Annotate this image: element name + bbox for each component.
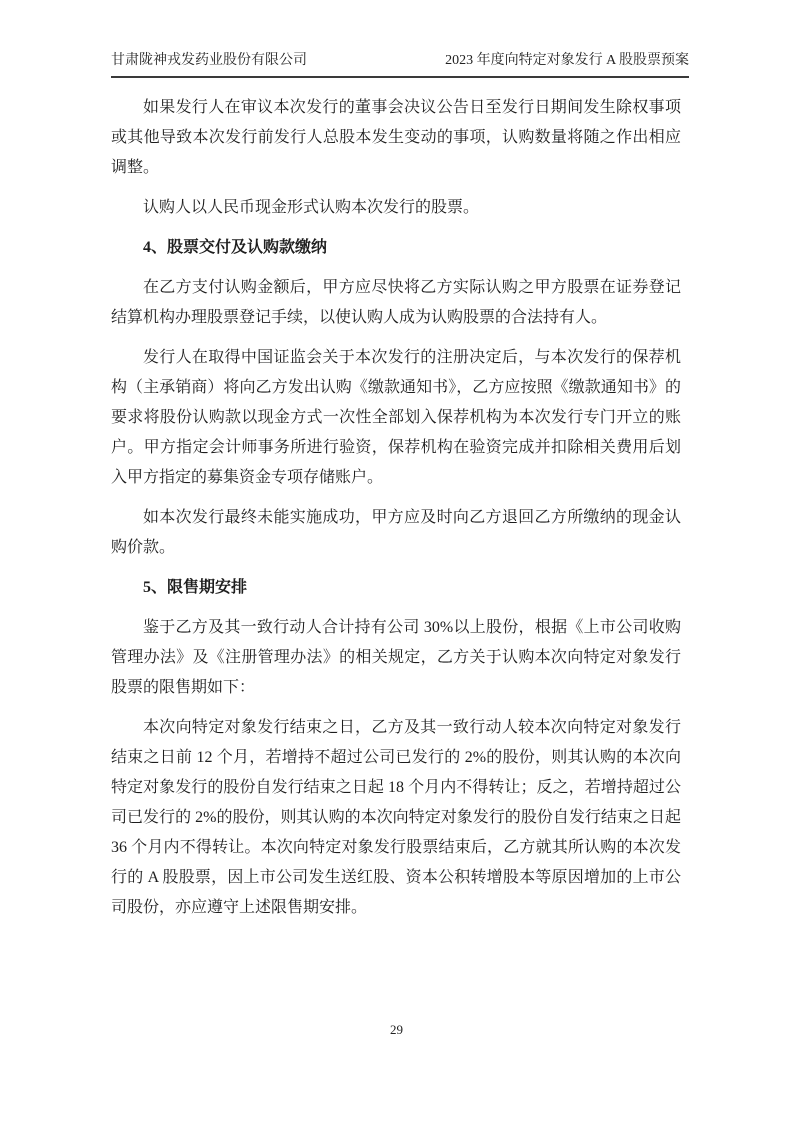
document-body: [111, 93, 681, 933]
paragraph: 本次向特定对象发行结束之日，乙方及其一致行动人较本次向特定对象发行结束之日前 12 个月，若增持不超过公司已发行的 2%的股份，则其认购的本次向特定对象发行的股份自发行结束之日起 18 个月内不得转让；反之，若增持超过公司已发行的 2%的股份，则其认购的本次向特定对象发行的股份自发行结束之日起 36 个月内不得转让。本次向特定对象发行股票结束后，乙方就其所认购的本次发行的 A 股股票，因上市公司发生送红股、资本公积转增股本等原因增加的上市公司股份，亦应遵守上述限售期安排。: [111, 719, 681, 916]
paragraph: 在乙方支付认购金额后，甲方应尽快将乙方实际认购之甲方股票在证券登记结算机构办理股票登记手续，以使认购人成为认购股票的合法持有人。: [111, 279, 681, 326]
header-company-name: 甘肃陇神戎发药业股份有限公司: [111, 53, 307, 68]
section-heading: 5、限售期安排: [143, 579, 248, 596]
paragraph: 发行人在取得中国证监会关于本次发行的注册决定后，与本次发行的保荐机构（主承销商）将向乙方发出认购《缴款通知书》，乙方应按照《缴款通知书》的要求将股份认购款以现金方式一次性全部划入保荐机构为本次发行专门开立的账户。甲方指定会计师事务所进行验资，保荐机构在验资完成并扣除相关费用后划入甲方指定的募集资金专项存储账户。: [111, 349, 681, 486]
section-heading: 4、股票交付及认购款缴纳: [143, 239, 328, 256]
header-document-title: 2023 年度向特定对象发行 A 股股票预案: [445, 53, 689, 68]
page-header: [111, 52, 689, 78]
page-footer: [0, 1021, 793, 1039]
paragraph: 鉴于乙方及其一致行动人合计持有公司 30%以上股份，根据《上市公司收购管理办法》及《注册管理办法》的相关规定，乙方关于认购本次向特定对象发行股票的限售期如下：: [111, 619, 681, 696]
paragraph: 如本次发行最终未能实施成功，甲方应及时向乙方退回乙方所缴纳的现金认购价款。: [111, 509, 681, 556]
paragraph: 如果发行人在审议本次发行的董事会决议公告日至发行日期间发生除权事项或其他导致本次发行前发行人总股本发生变动的事项，认购数量将随之作出相应调整。: [111, 99, 681, 176]
page-number: 29: [390, 1022, 403, 1037]
paragraph: 认购人以人民币现金形式认购本次发行的股票。: [143, 199, 480, 216]
